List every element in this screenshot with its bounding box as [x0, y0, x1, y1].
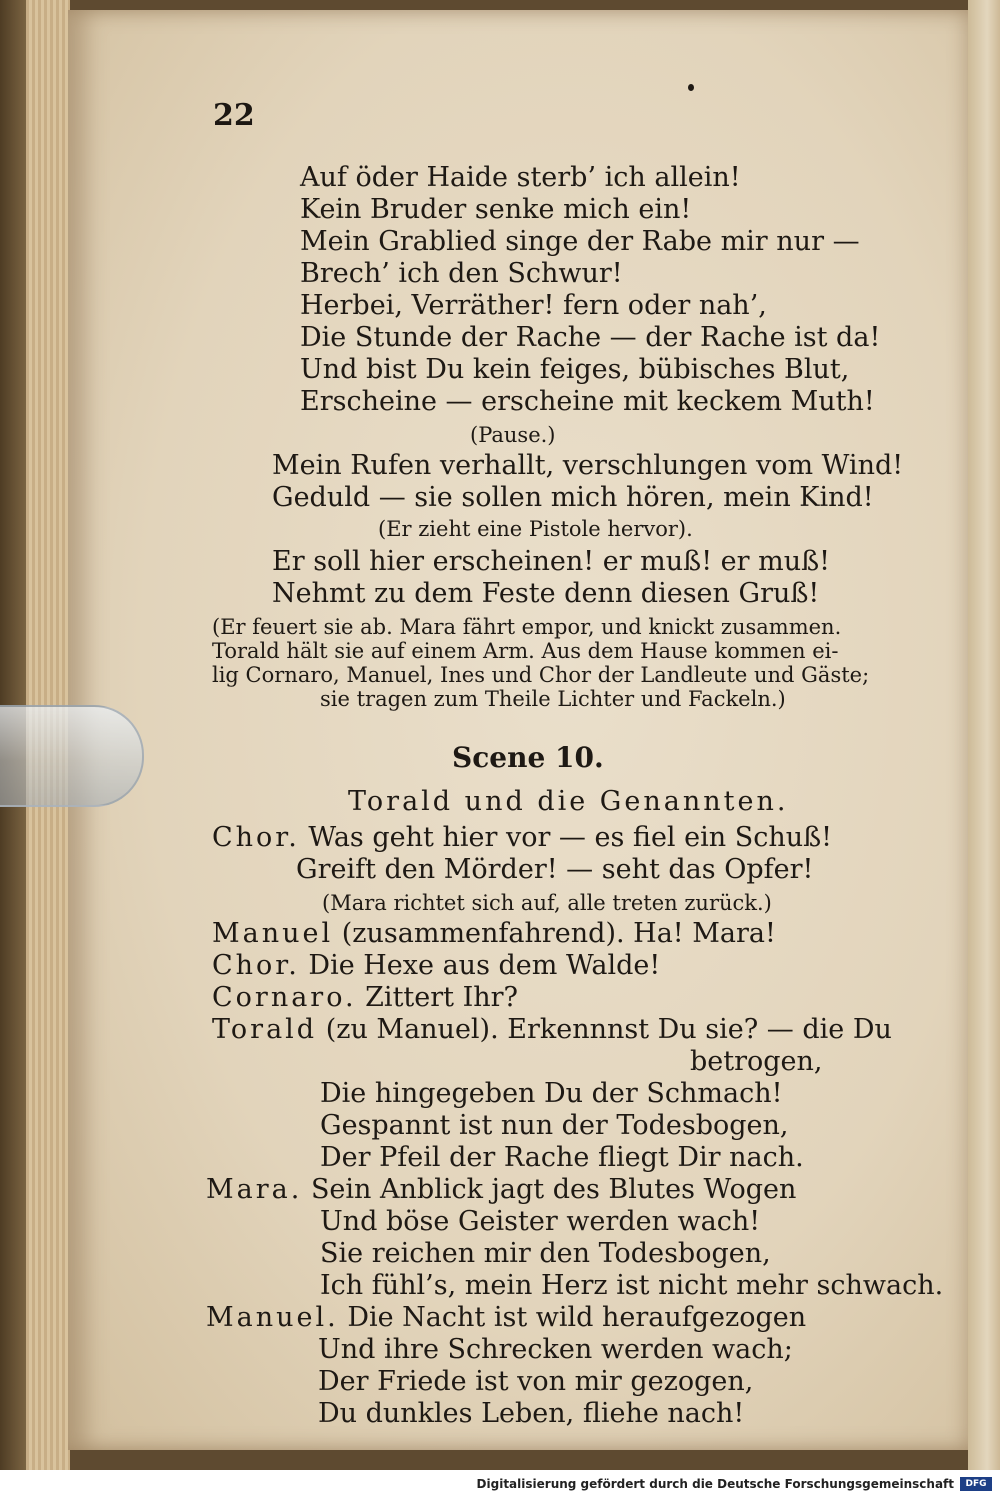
dialogue-line: [212, 982, 518, 1014]
speaker-name: Manuel.: [206, 1302, 339, 1333]
speaker-name: Cornaro.: [212, 982, 357, 1013]
stage-direction: (Mara richtet sich auf, alle treten zurück.): [322, 891, 772, 915]
verse-line: Kein Bruder senke mich ein!: [300, 194, 692, 225]
verse-line: betrogen,: [690, 1046, 823, 1077]
verse-line: Gespannt ist nun der Todesbogen,: [320, 1110, 789, 1141]
verse-line: Und bist Du kein feiges, bübisches Blut,: [300, 354, 850, 385]
stage-direction: (Pause.): [470, 423, 556, 447]
verse-line: Greift den Mörder! — seht das Opfer!: [296, 854, 814, 885]
speaker-name: Chor.: [212, 822, 300, 853]
scene-cast: Torald und die Genannten.: [348, 786, 789, 817]
verse-line: Der Pfeil der Rache fliegt Dir nach.: [320, 1142, 804, 1173]
verse-line: Er soll hier erscheinen! er muß! er muß!: [272, 546, 830, 577]
verse-line: Auf öder Haide sterb’ ich allein!: [300, 162, 741, 193]
verse-line: Brech’ ich den Schwur!: [300, 258, 623, 289]
dialogue-line: [212, 918, 776, 950]
stage-direction: lig Cornaro, Manuel, Ines und Chor der Landleute und Gäste;: [212, 663, 870, 687]
verse-line: Mein Grablied singe der Rabe mir nur —: [300, 226, 860, 257]
next-page-edge: [968, 0, 1000, 1470]
spoken-text: Sein Anblick jagt des Blutes Wogen: [310, 1174, 797, 1205]
spoken-text: Zittert Ihr?: [365, 982, 519, 1013]
verse-line: Der Friede ist von mir gezogen,: [318, 1366, 754, 1397]
verse-line: Und böse Geister werden wach!: [320, 1206, 761, 1237]
verse-line: Herbei, Verräther! fern oder nah’,: [300, 290, 767, 321]
stage-direction: sie tragen zum Theile Lichter und Fackeln.): [320, 687, 786, 711]
verse-line: Die Stunde der Rache — der Rache ist da!: [300, 322, 881, 353]
spoken-text: (zu Manuel). Erkennnst Du sie? — die Du: [325, 1014, 892, 1045]
spoken-text: Was geht hier vor — es fiel ein Schuß!: [308, 822, 833, 853]
dialogue-line: [212, 822, 832, 854]
ink-spot: [688, 84, 694, 91]
dialogue-line: [206, 1302, 806, 1334]
verse-line: Ich fühl’s, mein Herz ist nicht mehr schwach.: [320, 1270, 944, 1301]
speaker-name: Manuel: [212, 918, 334, 949]
verse-line: Die hingegeben Du der Schmach!: [320, 1078, 783, 1109]
verse-line: Erscheine — erscheine mit keckem Muth!: [300, 386, 875, 417]
speaker-name: Mara.: [206, 1174, 303, 1205]
spoken-text: Die Hexe aus dem Walde!: [308, 950, 661, 981]
funding-notice: Digitalisierung gefördert durch die Deutsche Forschungsgemeinschaft: [476, 1477, 954, 1491]
speaker-name: Chor.: [212, 950, 300, 981]
speaker-name: Torald: [212, 1014, 318, 1045]
verse-line: Mein Rufen verhallt, verschlungen vom Wind!: [272, 450, 904, 481]
page-holder-clip: [0, 705, 144, 807]
dialogue-line: [212, 1014, 892, 1046]
verse-line: Du dunkles Leben, fliehe nach!: [318, 1398, 745, 1429]
verse-line: Sie reichen mir den Todesbogen,: [320, 1238, 771, 1269]
verse-line: Und ihre Schrecken werden wach;: [318, 1334, 793, 1365]
scene-heading: Scene 10.: [452, 741, 604, 774]
verse-line: Nehmt zu dem Feste denn diesen Gruß!: [272, 578, 820, 609]
stage-direction: Torald hält sie auf einem Arm. Aus dem Hause kommen ei-: [212, 639, 839, 663]
stage-direction: (Er feuert sie ab. Mara fährt empor, und knickt zusammen.: [212, 615, 842, 639]
dialogue-line: [206, 1174, 796, 1206]
stage-direction: (Er zieht eine Pistole hervor).: [378, 517, 693, 541]
dfg-logo: DFG: [960, 1477, 992, 1491]
spoken-text: Die Nacht ist wild heraufgezogen: [347, 1302, 807, 1333]
dialogue-line: [212, 950, 660, 982]
spoken-text: (zusammenfahrend). Ha! Mara!: [341, 918, 776, 949]
page-number: 22: [213, 98, 255, 133]
verse-line: Geduld — sie sollen mich hören, mein Kind!: [272, 482, 874, 513]
